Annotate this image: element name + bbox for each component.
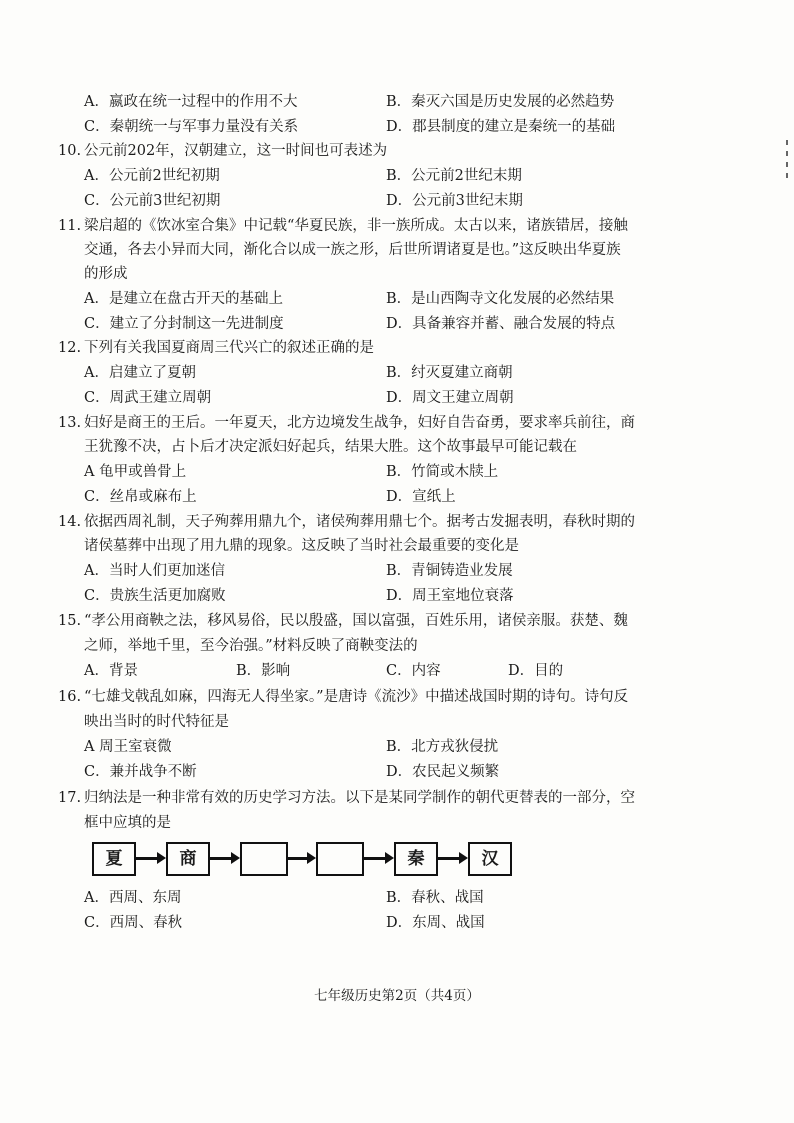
question-number: 13. — [58, 415, 82, 431]
q17-option-c[interactable]: C．西周、春秋 — [84, 915, 183, 931]
q17-option-a[interactable]: A．西周、东周 — [84, 890, 182, 906]
dynasty-box-qin: 秦 — [394, 842, 438, 876]
dynasty-flow-diagram — [92, 842, 512, 882]
dynasty-box-shang: 商 — [166, 842, 210, 876]
q16-stem-line2: 映出当时的时代特征是 — [84, 714, 229, 730]
dynasty-box-blank-1[interactable] — [240, 842, 288, 876]
q11-stem — [58, 216, 628, 236]
q14-stem — [58, 512, 635, 532]
q12-option-c[interactable]: C．周武王建立周朝 — [84, 390, 212, 406]
q9-option-b[interactable]: B．秦灭六国是历史发展的必然趋势 — [386, 94, 615, 110]
q11-option-a[interactable]: A．是建立在盘古开天的基础上 — [84, 291, 283, 307]
q15-stem — [58, 611, 628, 631]
q10-option-d[interactable]: D．公元前3世纪末期 — [386, 193, 523, 209]
question-number: 11. — [58, 218, 82, 234]
q10-option-b[interactable]: B．公元前2世纪末期 — [386, 168, 522, 184]
page-footer: 七年级历史第2页（共4页） — [314, 988, 480, 1004]
q12-option-a[interactable]: A．启建立了夏朝 — [84, 365, 196, 381]
arrow-icon — [136, 857, 159, 860]
question-text: 妇好是商王的王后。一年夏天，北方边境发生战争，妇好自告奋勇，要求率兵前往，商 — [84, 415, 635, 431]
arrow-icon — [438, 857, 461, 860]
q15-option-d[interactable]: D．目的 — [508, 663, 564, 679]
q17-stem — [58, 788, 635, 808]
q14-stem-line2: 诸侯墓葬中出现了用九鼎的现象。这反映了当时社会最重要的变化是 — [84, 538, 519, 554]
q13-option-d[interactable]: D．宣纸上 — [386, 489, 456, 505]
q13-option-b[interactable]: B．竹简或木牍上 — [386, 464, 499, 480]
q17-stem-line2: 框中应填的是 — [84, 815, 171, 831]
q14-option-a[interactable]: A．当时人们更加迷信 — [84, 563, 225, 579]
question-number: 14. — [58, 514, 82, 530]
arrow-icon — [364, 857, 387, 860]
question-text: 归纳法是一种非常有效的历史学习方法。以下是某同学制作的朝代更替表的一部分，空 — [84, 790, 635, 806]
q13-stem — [58, 413, 635, 433]
arrow-icon — [288, 857, 309, 860]
question-number: 15. — [58, 613, 82, 629]
q10-option-a[interactable]: A．公元前2世纪初期 — [84, 168, 220, 184]
dynasty-box-xia: 夏 — [92, 842, 136, 876]
q16-option-a[interactable]: A 周王室衰微 — [84, 739, 172, 755]
q9-option-d[interactable]: D．郡县制度的建立是秦统一的基础 — [386, 119, 616, 135]
q17-option-b[interactable]: B．春秋、战国 — [386, 890, 484, 906]
dynasty-box-blank-2[interactable] — [316, 842, 364, 876]
q9-option-c[interactable]: C．秦朝统一与军事力量没有关系 — [84, 119, 299, 135]
q17-option-d[interactable]: D．东周、战国 — [386, 915, 485, 931]
q15-option-a[interactable]: A．背景 — [84, 663, 138, 679]
q13-option-c[interactable]: C．丝帛或麻布上 — [84, 489, 197, 505]
question-text: 梁启超的《饮冰室合集》中记载“华夏民族，非一族所成。太古以来，诸族错居，接触 — [84, 218, 628, 234]
question-text: 下列有关我国夏商周三代兴亡的叙述正确的是 — [84, 340, 374, 356]
question-number: 16. — [58, 689, 82, 705]
q16-option-d[interactable]: D．农民起义频繁 — [386, 764, 500, 780]
question-number: 17. — [58, 790, 82, 806]
q11-option-c[interactable]: C．建立了分封制这一先进制度 — [84, 316, 284, 332]
q11-option-d[interactable]: D．具备兼容并蓄、融合发展的特点 — [386, 316, 616, 332]
q16-option-b[interactable]: B．北方戎狄侵扰 — [386, 739, 499, 755]
q11-option-b[interactable]: B．是山西陶寺文化发展的必然结果 — [386, 291, 615, 307]
q15-stem-line2: 之师，举地千里，至今治强。”材料反映了商鞅变法的 — [84, 638, 418, 654]
q11-stem-line2: 交通，各去小异而大同，渐化合以成一族之形，后世所谓诸夏是也。”这反映出华夏族 — [84, 242, 621, 258]
q14-option-c[interactable]: C．贵族生活更加腐败 — [84, 588, 226, 604]
q13-option-a[interactable]: A 龟甲或兽骨上 — [84, 464, 187, 480]
question-text: “七雄戈戟乱如麻，四海无人得坐家。”是唐诗《流沙》中描述战国时期的诗句。诗句反 — [84, 689, 629, 705]
question-number: 12. — [58, 340, 82, 356]
q12-option-d[interactable]: D．周文王建立周朝 — [386, 390, 514, 406]
q14-option-b[interactable]: B．青铜铸造业发展 — [386, 563, 513, 579]
q10-option-c[interactable]: C．公元前3世纪初期 — [84, 193, 221, 209]
q14-option-d[interactable]: D．周王室地位衰落 — [386, 588, 514, 604]
q15-option-c[interactable]: C．内容 — [386, 663, 441, 679]
question-number: 10. — [58, 143, 82, 159]
q16-stem — [58, 687, 628, 707]
question-text: 依据西周礼制，天子殉葬用鼎九个，诸侯殉葬用鼎七个。据考古发掘表明，春秋时期的 — [84, 514, 635, 530]
q11-stem-line3: 的形成 — [84, 266, 128, 282]
q13-stem-line2: 王犹豫不决，占卜后才决定派妇好起兵，结果大胜。这个故事最早可能记载在 — [84, 439, 577, 455]
q9-option-a[interactable]: A．嬴政在统一过程中的作用不大 — [84, 94, 298, 110]
question-text: 公元前202年，汉朝建立，这一时间也可表述为 — [84, 143, 388, 159]
arrow-icon — [210, 857, 233, 860]
q16-option-c[interactable]: C．兼并战争不断 — [84, 764, 197, 780]
q10-stem — [58, 141, 387, 161]
dynasty-box-han: 汉 — [468, 842, 512, 876]
question-text: “孝公用商鞅之法，移风易俗，民以殷盛，国以富强，百姓乐用，诸侯亲服。获楚、魏 — [84, 613, 628, 629]
binding-edge-marks — [786, 140, 792, 184]
q12-option-b[interactable]: B．纣灭夏建立商朝 — [386, 365, 513, 381]
q12-stem — [58, 338, 374, 358]
q15-option-b[interactable]: B．影响 — [236, 663, 291, 679]
